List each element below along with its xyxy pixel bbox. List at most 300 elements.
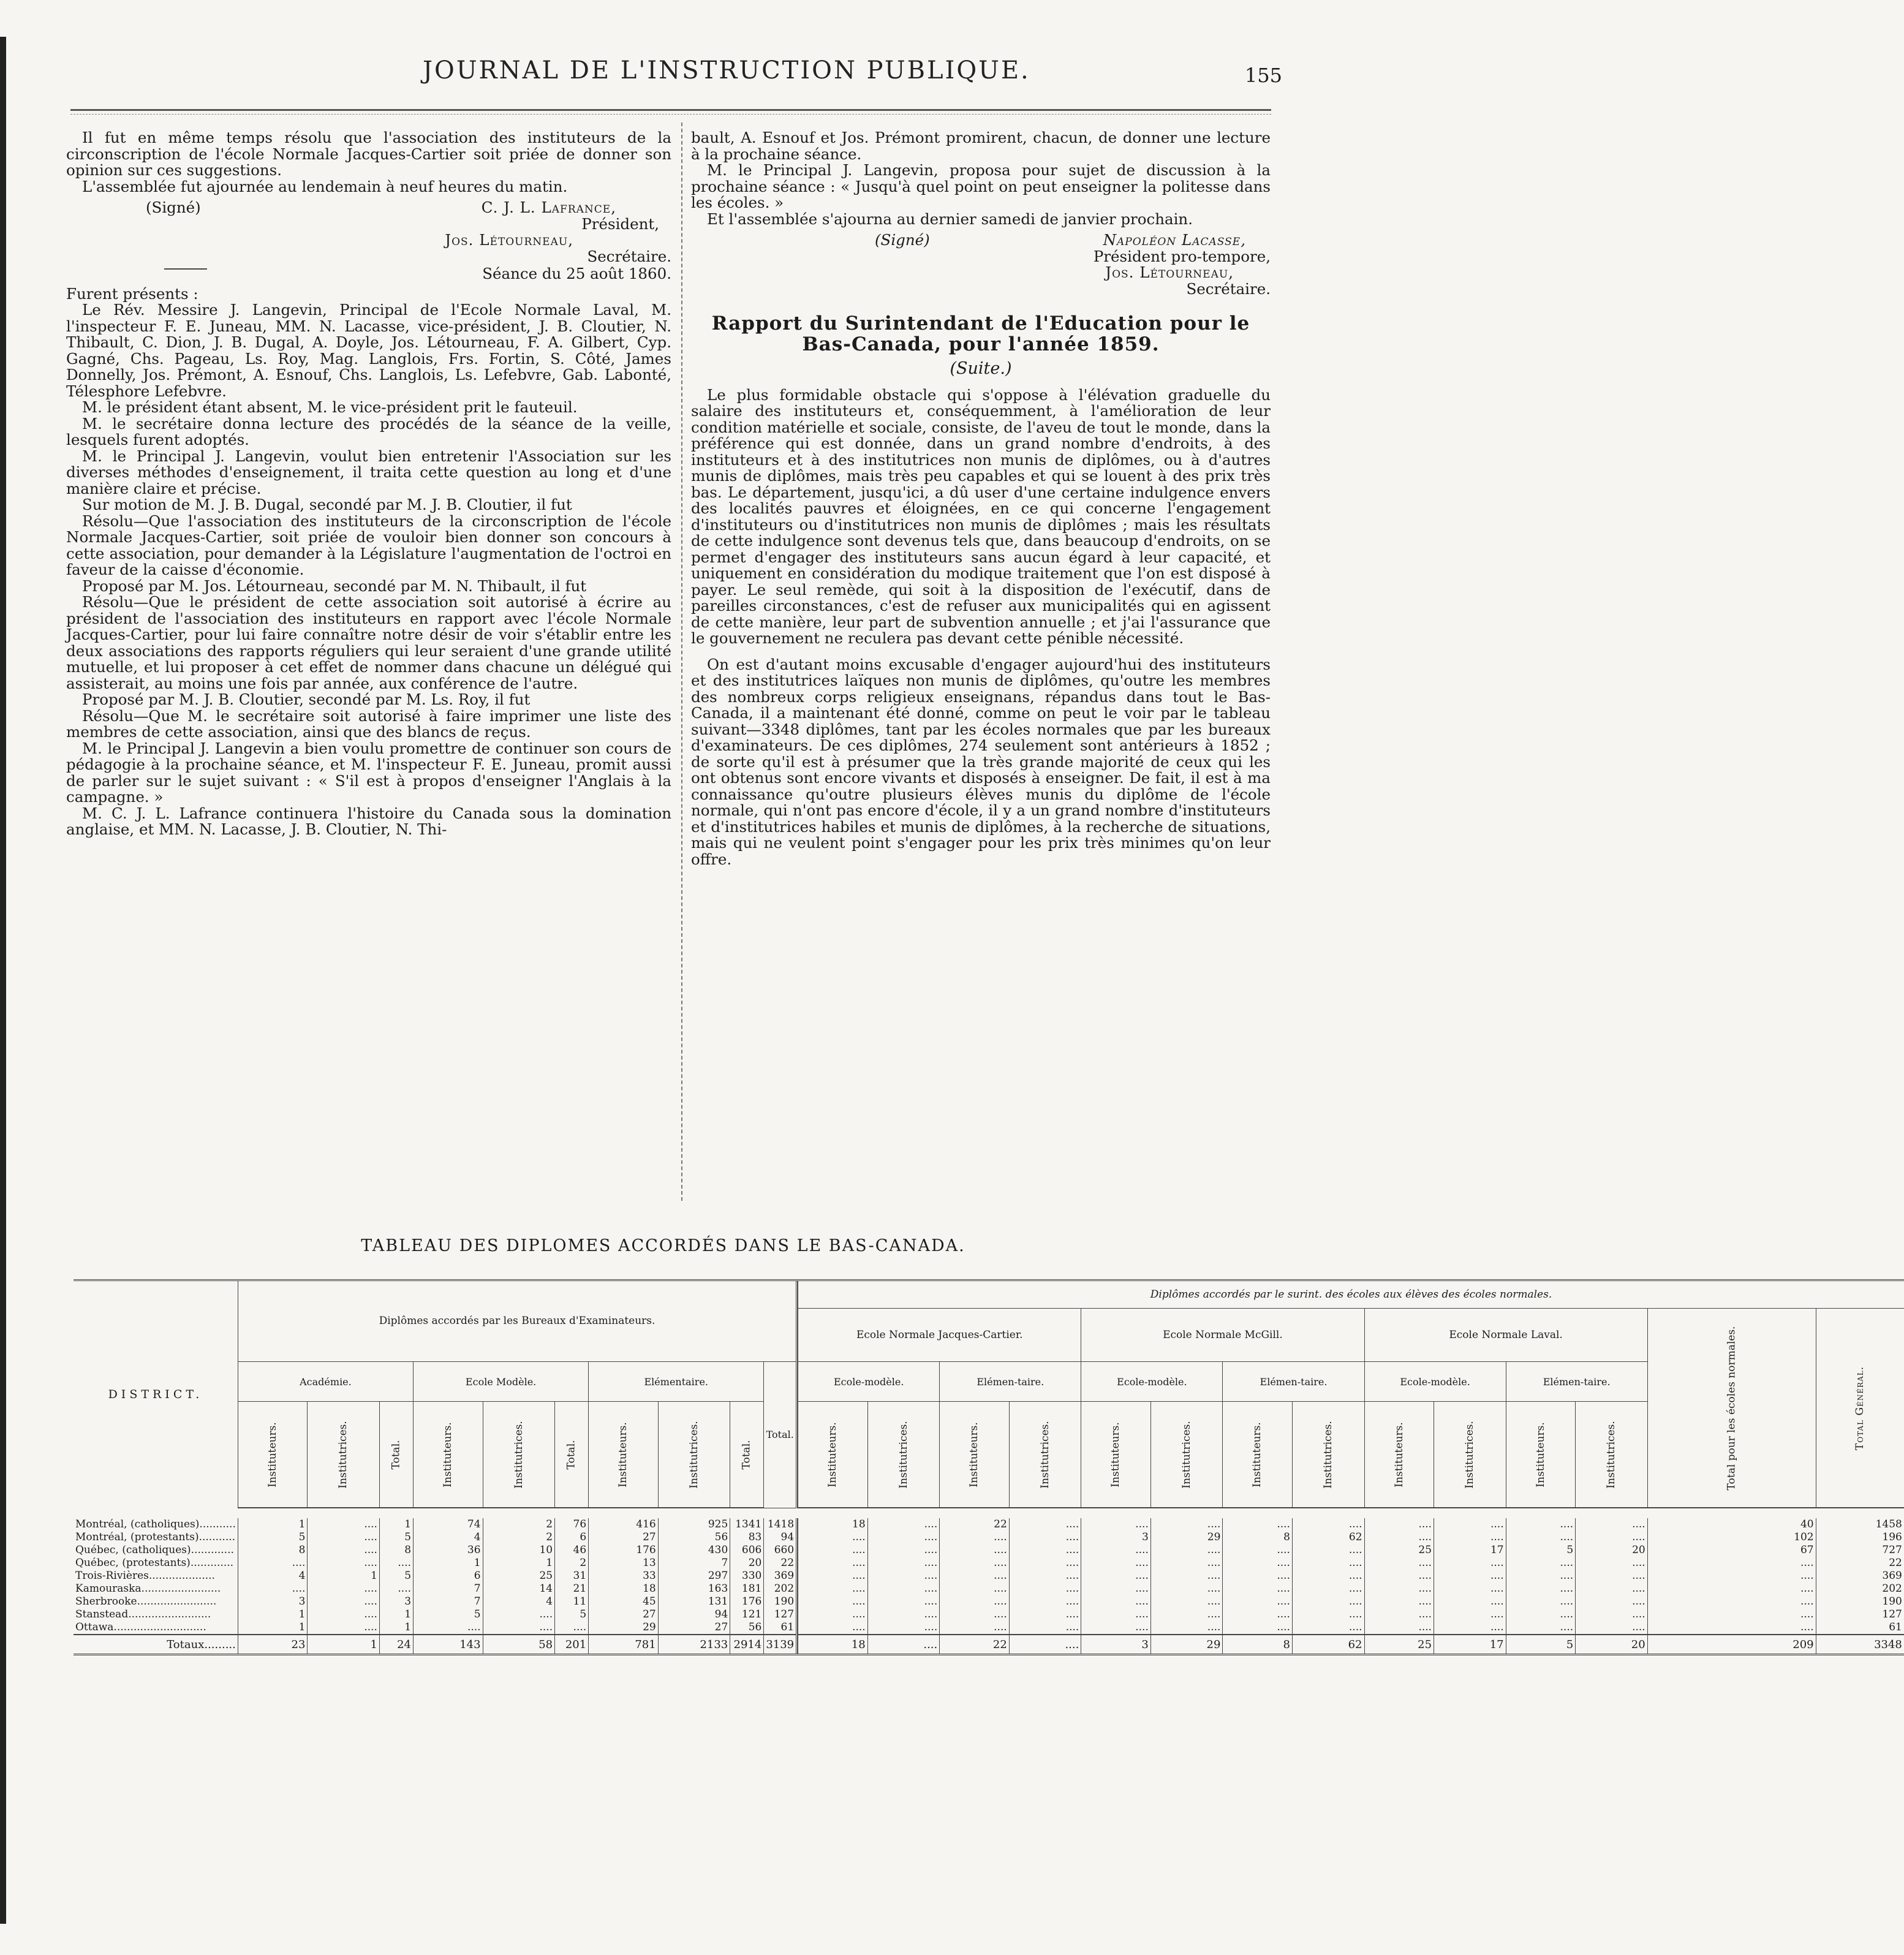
table-cell: 40	[1647, 1518, 1816, 1531]
table-cell: ....	[1223, 1608, 1293, 1621]
total-general-header: Total Général.	[1853, 1366, 1866, 1450]
totals-row	[74, 1635, 1904, 1655]
table-cell: 190	[1816, 1595, 1904, 1608]
table-cell: 3	[1081, 1635, 1151, 1655]
table-cell: 6	[555, 1531, 589, 1544]
table-cell: ....	[940, 1583, 1010, 1595]
table-cell: 2133	[658, 1635, 730, 1655]
table-cell: 1	[308, 1570, 380, 1583]
table-cell: ....	[1434, 1557, 1506, 1570]
elementaire-header: Elémentaire.	[589, 1362, 764, 1402]
table-cell: 4	[483, 1595, 555, 1608]
table-cell: ....	[940, 1570, 1010, 1583]
table-cell: ....	[867, 1544, 940, 1557]
table-cell: 29	[1150, 1531, 1223, 1544]
table-cell: ....	[1150, 1595, 1223, 1608]
table-cell: ....	[867, 1531, 940, 1544]
table-cell: ....	[414, 1621, 483, 1635]
table-cell: ....	[1647, 1583, 1816, 1595]
scan-edge-bar	[0, 37, 6, 1924]
table-cell: ....	[1434, 1531, 1506, 1544]
table-cell: ....	[1150, 1621, 1223, 1635]
table-cell: 1	[379, 1608, 413, 1621]
header-rule	[70, 109, 1271, 111]
table-row	[74, 1570, 1904, 1583]
table-cell: 36	[414, 1544, 483, 1557]
table-cell: ....	[308, 1557, 380, 1570]
table-cell: ....	[867, 1570, 940, 1583]
table-cell: ....	[1647, 1595, 1816, 1608]
table-cell: ....	[1434, 1608, 1506, 1621]
paragraph: Résolu—Que le président de cette association soit autorisé à écrire au président de l'association des instituteurs en rapport avec l'école Normale Jacques-Cartier, pour lui faire connaître notre désir de voir s'établir entre les deux associations des rapports réguliers qui leur seraient d'une grande utilité mutuelle, et lui proposer à cet effet de nommer dans chacune un délégué qui assisterait, au moins une fois par année, aux conférence de l'autre.	[66, 593, 671, 692]
table-cell: 33	[589, 1570, 659, 1583]
table-cell: 61	[764, 1621, 797, 1635]
table-cell: 209	[1647, 1635, 1816, 1655]
table-cell: 6	[414, 1570, 483, 1583]
table-cell: 369	[1816, 1570, 1904, 1583]
laval-elementaire-header: Elémen-taire.	[1506, 1362, 1647, 1402]
table-cell: 56	[730, 1621, 764, 1635]
table-cell: ....	[798, 1531, 868, 1544]
table-cell: 27	[658, 1621, 730, 1635]
subtotal-header: Total.	[555, 1402, 589, 1508]
subtotal-header: Total.	[379, 1402, 413, 1508]
paragraph: Sur motion de M. J. B. Dugal, secondé par M. J. B. Cloutier, il fut	[82, 496, 572, 513]
table-cell: 925	[658, 1518, 730, 1531]
table-cell: 27	[589, 1608, 659, 1621]
academie-header: Académie.	[238, 1362, 413, 1402]
table-cell: 25	[1364, 1635, 1434, 1655]
table-cell: ....	[1364, 1531, 1434, 1544]
table-cell: ....	[1223, 1557, 1293, 1570]
table-cell: 25	[1364, 1544, 1434, 1557]
district-name: Québec, (protestants).............	[75, 1557, 234, 1569]
table-cell: 46	[555, 1544, 589, 1557]
signature-role: Président pro-tempore,	[1093, 247, 1271, 265]
table-cell: ....	[1506, 1531, 1576, 1544]
table-cell: 76	[555, 1518, 589, 1531]
table-cell: 2	[483, 1531, 555, 1544]
table-cell: ....	[1223, 1518, 1293, 1531]
paragraph: Le Rév. Messire J. Langevin, Principal de l'Ecole Normale Laval, M. l'inspecteur F. E. Juneau, MM. N. Lacasse, vice-président, J. B. Cloutier, N. Thibault, C. Dion, J. B. Dugal, A. Doyle, Jos. Létourneau, F. A. Gilbert, Cyp. Gagné, Chs. Pageau, Ls. Roy, Mag. Langlois, Frs. Fortin, S. Côté, James Donnelly, Jos. Prémont, A. Esnouf, Chs. Langlois, Ls. Lefebvre, Gab. Labonté, Télesphore Lefebvre.	[66, 301, 671, 400]
table-cell: 74	[414, 1518, 483, 1531]
laval-modele-header: Ecole-modèle.	[1364, 1362, 1506, 1402]
table-cell: ....	[798, 1595, 868, 1608]
table-cell: 1	[238, 1518, 308, 1531]
table-cell: ....	[483, 1621, 555, 1635]
table-cell: 94	[658, 1608, 730, 1621]
table-cell: 29	[589, 1621, 659, 1635]
table-cell: 7	[414, 1595, 483, 1608]
table-cell: 102	[1647, 1531, 1816, 1544]
table-cell: ....	[1576, 1531, 1648, 1544]
table-cell: ....	[1150, 1583, 1223, 1595]
table-cell: ....	[1009, 1635, 1081, 1655]
table-cell: 4	[414, 1531, 483, 1544]
signature-label: (Signé)	[146, 199, 201, 216]
district-name: Totaux.........	[74, 1635, 238, 1655]
table-cell: ....	[798, 1621, 868, 1635]
table-cell: ....	[308, 1531, 380, 1544]
table-cell: ....	[308, 1518, 380, 1531]
table-cell: ....	[1292, 1557, 1364, 1570]
table-row	[74, 1583, 1904, 1595]
table-row	[74, 1608, 1904, 1621]
table-cell: ....	[1506, 1557, 1576, 1570]
bureaux-header: Diplômes accordés par les Bureaux d'Examinateurs.	[238, 1280, 796, 1362]
table-cell: 127	[1816, 1608, 1904, 1621]
table-cell: 8	[238, 1544, 308, 1557]
table-body	[74, 1508, 1904, 1655]
table-cell: 22	[940, 1518, 1010, 1531]
table-cell: 22	[764, 1557, 797, 1570]
table-cell: ....	[308, 1583, 380, 1595]
table-cell: 5	[238, 1531, 308, 1544]
table-cell: 727	[1816, 1544, 1904, 1557]
journal-title: JOURNAL DE L'INSTRUCTION PUBLIQUE.	[423, 56, 1030, 85]
table-cell: 1	[308, 1635, 380, 1655]
instituteurs-header: Instituteurs.	[238, 1402, 308, 1508]
table-cell: ....	[1576, 1621, 1648, 1635]
table-cell: ....	[379, 1557, 413, 1570]
table-cell: 143	[414, 1635, 483, 1655]
table-cell: 29	[1150, 1635, 1223, 1655]
table-cell: 660	[764, 1544, 797, 1557]
table-cell: 2914	[730, 1635, 764, 1655]
table-cell: 27	[589, 1531, 659, 1544]
table-cell: 25	[483, 1570, 555, 1583]
signature-name: C. J. L. Lafrance,	[481, 199, 616, 216]
table-cell: 21	[555, 1583, 589, 1595]
table-cell: ....	[798, 1544, 868, 1557]
table-cell: 3	[238, 1595, 308, 1608]
district-name: Québec, (catholiques).............	[75, 1544, 234, 1556]
instituteurs-header: Instituteurs.	[1223, 1402, 1293, 1508]
table-cell: ....	[1081, 1621, 1151, 1635]
table-cell: ....	[1364, 1570, 1434, 1583]
normale-jacques-cartier-header: Ecole Normale Jacques-Cartier.	[798, 1309, 1081, 1362]
table-cell: 1	[483, 1557, 555, 1570]
table-cell: 13	[589, 1557, 659, 1570]
table-cell: 11	[555, 1595, 589, 1608]
district-name: Trois-Rivières....................	[75, 1570, 215, 1582]
paragraph: M. le Principal J. Langevin, proposa pour sujet de discussion à la prochaine séance : « Jusqu'à quel point on peut enseigner la politesse dans les écoles. »	[691, 161, 1271, 211]
table-cell: ....	[1223, 1621, 1293, 1635]
table-cell: ....	[1081, 1544, 1151, 1557]
district-header: DISTRICT.	[74, 1280, 238, 1508]
institutrices-header: Institutrices.	[1434, 1402, 1506, 1508]
table-caption: TABLEAU DES DIPLOMES ACCORDÉS DANS LE BAS-CANADA.	[361, 1236, 965, 1255]
table-cell: ....	[867, 1595, 940, 1608]
table-cell: ....	[1150, 1570, 1223, 1583]
paragraph: Furent présents :	[66, 284, 198, 303]
table-cell: ....	[1292, 1595, 1364, 1608]
table-cell: ....	[867, 1635, 940, 1655]
table-cell: ....	[1364, 1583, 1434, 1595]
table-cell: ....	[1150, 1557, 1223, 1570]
paragraph: M. C. J. L. Lafrance continuera l'histoire du Canada sous la domination anglaise, et MM. N. Lacasse, J. B. Cloutier, N. Thi-	[66, 804, 671, 838]
instituteurs-header: Instituteurs.	[1081, 1402, 1151, 1508]
table-cell: 297	[658, 1570, 730, 1583]
table-cell: ....	[1576, 1518, 1648, 1531]
institutrices-header: Institutrices.	[1292, 1402, 1364, 1508]
table-cell: ....	[1081, 1583, 1151, 1595]
table-cell: 18	[798, 1518, 868, 1531]
table-cell: 18	[589, 1583, 659, 1595]
signature-role: Secrétaire.	[587, 247, 671, 265]
table-cell: ....	[867, 1608, 940, 1621]
table-cell: ....	[1434, 1518, 1506, 1531]
signature-name: Napoléon Lacasse,	[1103, 231, 1246, 249]
district-name: Montréal, (protestants)...........	[75, 1531, 236, 1543]
table-cell: 1341	[730, 1518, 764, 1531]
table-cell: 61	[1816, 1621, 1904, 1635]
table-cell: ....	[1009, 1583, 1081, 1595]
table-cell: 1458	[1816, 1518, 1904, 1531]
table-cell: 24	[379, 1635, 413, 1655]
normales-header: Diplômes accordés par le surint. des écoles aux élèves des écoles normales.	[798, 1280, 1904, 1309]
instituteurs-header: Instituteurs.	[1506, 1402, 1576, 1508]
paragraph: L'assemblée fut ajournée au lendemain à neuf heures du matin.	[82, 177, 568, 195]
table-cell: ....	[1434, 1583, 1506, 1595]
table-cell: 45	[589, 1595, 659, 1608]
table-row	[74, 1621, 1904, 1635]
table-row	[74, 1518, 1904, 1531]
table-cell: ....	[1647, 1570, 1816, 1583]
table-cell: ....	[1081, 1518, 1151, 1531]
table-cell: ....	[1506, 1621, 1576, 1635]
table-cell: ....	[1576, 1557, 1648, 1570]
table-cell: 18	[798, 1635, 868, 1655]
table-cell: ....	[308, 1621, 380, 1635]
table-cell: ....	[1576, 1570, 1648, 1583]
paragraph: M. le Principal J. Langevin, voulut bien entretenir l'Association sur les diverses méthodes d'enseignement, il traita cette question au long et d'une manière claire et précise.	[66, 447, 671, 497]
table-cell: 67	[1647, 1544, 1816, 1557]
signature-label: (Signé)	[875, 231, 930, 249]
table-cell: ....	[308, 1595, 380, 1608]
table-cell: ....	[1576, 1583, 1648, 1595]
table-cell: 58	[483, 1635, 555, 1655]
table-cell: ....	[1009, 1570, 1081, 1583]
table-cell: 181	[730, 1583, 764, 1595]
signature-name: Jos. Létourneau,	[1105, 263, 1234, 281]
table-cell: 31	[555, 1570, 589, 1583]
table-cell: ....	[867, 1518, 940, 1531]
bureaux-total-header: Total.	[764, 1362, 797, 1508]
table-cell: ....	[867, 1583, 940, 1595]
report-title: Rapport du Surintendant de l'Education pour le Bas-Canada, pour l'année 1859.	[711, 312, 1250, 355]
table-cell: 14	[483, 1583, 555, 1595]
table-cell: 430	[658, 1544, 730, 1557]
district-name: Sherbrooke........................	[75, 1595, 217, 1608]
table-cell: ....	[867, 1621, 940, 1635]
district-name: Montréal, (catholiques)...........	[75, 1518, 236, 1530]
table-cell: ....	[1223, 1583, 1293, 1595]
table-cell: 1	[379, 1518, 413, 1531]
table-cell: ....	[308, 1544, 380, 1557]
table-cell: ....	[1292, 1608, 1364, 1621]
table-cell: ....	[1292, 1544, 1364, 1557]
mcgill-modele-header: Ecole-modèle.	[1081, 1362, 1223, 1402]
signature-role: Secrétaire.	[1186, 279, 1271, 298]
table-cell: ....	[1647, 1621, 1816, 1635]
page-header	[0, 56, 1326, 93]
institutrices-header: Institutrices.	[1009, 1402, 1081, 1508]
table-cell: 201	[555, 1635, 589, 1655]
table-cell: 62	[1292, 1531, 1364, 1544]
table-row	[74, 1595, 1904, 1608]
paragraph: M. le président étant absent, M. le vice-président prit le fauteuil.	[82, 398, 578, 416]
jc-elementaire-header: Elémen-taire.	[940, 1362, 1081, 1402]
table-cell: ....	[798, 1570, 868, 1583]
table-cell: 83	[730, 1531, 764, 1544]
table-cell: ....	[940, 1531, 1010, 1544]
page-number: 155	[1244, 64, 1282, 87]
institutrices-header: Institutrices.	[658, 1402, 730, 1508]
table-cell: 1	[379, 1621, 413, 1635]
table-cell: ....	[1150, 1544, 1223, 1557]
table-cell: 5	[1506, 1544, 1576, 1557]
table-cell: ....	[1292, 1621, 1364, 1635]
table-cell: ....	[940, 1608, 1010, 1621]
paragraph: bault, A. Esnouf et Jos. Prémont promirent, chacun, de donner une lecture à la prochaine séance.	[691, 129, 1271, 163]
instituteurs-header: Instituteurs.	[1364, 1402, 1434, 1508]
table-cell: 176	[730, 1595, 764, 1608]
table-cell: ....	[1434, 1570, 1506, 1583]
table-cell: 1	[238, 1621, 308, 1635]
district-name: Ottawa............................	[75, 1621, 206, 1633]
table-cell: ....	[1364, 1518, 1434, 1531]
paragraph: M. le Principal J. Langevin a bien voulu promettre de continuer son cours de pédagogie à la prochaine séance, et M. l'inspecteur F. E. Juneau, promit aussi de parler sur le sujet suivant : « S'il est à propos d'enseigner l'Anglais à la campagne. »	[66, 739, 671, 806]
table-cell: ....	[379, 1583, 413, 1595]
table-cell: 369	[764, 1570, 797, 1583]
ecole-modele-header: Ecole Modèle.	[414, 1362, 589, 1402]
table-cell: 2	[555, 1557, 589, 1570]
table-cell: 20	[1576, 1635, 1648, 1655]
table-cell: ....	[238, 1557, 308, 1570]
table-cell: ....	[1081, 1570, 1151, 1583]
table-cell: 2	[483, 1518, 555, 1531]
table-cell: 781	[589, 1635, 659, 1655]
table-cell: ....	[1506, 1595, 1576, 1608]
column-subheaders	[74, 1402, 1904, 1508]
table-cell: ....	[1506, 1570, 1576, 1583]
suite-label: (Suite.)	[950, 359, 1012, 378]
diplomas-table	[74, 1279, 1902, 1655]
table-cell: 22	[1816, 1557, 1904, 1570]
table-cell: ....	[1009, 1608, 1081, 1621]
instituteurs-header: Instituteurs.	[940, 1402, 1010, 1508]
table-cell: 94	[764, 1531, 797, 1544]
institutrices-header: Institutrices.	[308, 1402, 380, 1508]
table-cell: ....	[1506, 1518, 1576, 1531]
table-cell: ....	[1364, 1595, 1434, 1608]
total-ecoles-normales-header: Total pour les écoles normales.	[1725, 1326, 1738, 1490]
subtotal-header: Total.	[730, 1402, 764, 1508]
table-cell: ....	[1434, 1621, 1506, 1635]
table-cell: ....	[867, 1557, 940, 1570]
normale-mcgill-header: Ecole Normale McGill.	[1081, 1309, 1364, 1362]
table-cell: ....	[1009, 1531, 1081, 1544]
table-cell: 121	[730, 1608, 764, 1621]
table-cell: ....	[1364, 1608, 1434, 1621]
table-cell: 8	[379, 1544, 413, 1557]
table-cell: 17	[1434, 1544, 1506, 1557]
table-cell: ....	[940, 1621, 1010, 1635]
table-cell: ....	[1364, 1621, 1434, 1635]
paragraph: On est d'autant moins excusable d'engager aujourd'hui des instituteurs et des institutrices laïques non munis de diplômes, qu'outre les membres des nombreux corps religieux enseignans, répandus dans tout le Bas-Canada, il a maintenant été donné, comme on peut le voir par le tableau suivant—3348 diplômes, tant par les écoles normales que par les bureaux d'examinateurs. De ces diplômes, 274 seulement sont antérieurs à 1852 ; de sorte qu'il est à présumer que la très grande majorité de ceux qui les ont obtenus sont encore vivants et disposés à enseigner. De fait, il est à ma connaissance qu'outre plusieurs élèves munis du diplôme de l'école normale, qui n'ont pas encore d'école, il y a un grand nombre d'instituteurs et d'institutrices habiles et munis de diplômes, à la recherche de situations, mais qui ne veulent point s'engager pour les prix très minimes qu'on leur offre.	[691, 655, 1271, 868]
table-cell: ....	[1576, 1595, 1648, 1608]
table-cell: 190	[764, 1595, 797, 1608]
table-cell: 127	[764, 1608, 797, 1621]
seance-heading: Séance du 25 août 1860.	[482, 265, 671, 282]
table-cell: ....	[1576, 1608, 1648, 1621]
table-cell: ....	[1150, 1608, 1223, 1621]
institutrices-header: Institutrices.	[1576, 1402, 1648, 1508]
district-name: Kamouraska........................	[75, 1583, 221, 1595]
table-cell: ....	[1364, 1557, 1434, 1570]
table-cell: ....	[1506, 1583, 1576, 1595]
table-cell: ....	[1223, 1544, 1293, 1557]
table-cell: 176	[589, 1544, 659, 1557]
signature-block	[66, 200, 671, 265]
header-rule-dotted	[70, 114, 1271, 115]
table-cell: 7	[658, 1557, 730, 1570]
table-cell: ....	[1292, 1570, 1364, 1583]
table-cell: ....	[555, 1621, 589, 1635]
table-cell: 1	[238, 1608, 308, 1621]
table-cell: 5	[414, 1608, 483, 1621]
table-cell: 5	[1506, 1635, 1576, 1655]
table-cell: ....	[1081, 1557, 1151, 1570]
jc-modele-header: Ecole-modèle.	[798, 1362, 940, 1402]
table-cell: 23	[238, 1635, 308, 1655]
institutrices-header: Institutrices.	[867, 1402, 940, 1508]
table-cell: ....	[1292, 1583, 1364, 1595]
table-cell: 62	[1292, 1635, 1364, 1655]
table-cell: ....	[1009, 1621, 1081, 1635]
instituteurs-header: Instituteurs.	[798, 1402, 868, 1508]
table-cell: ....	[1223, 1570, 1293, 1583]
table-cell: ....	[483, 1608, 555, 1621]
instituteurs-header: Instituteurs.	[589, 1402, 659, 1508]
table-cell: 131	[658, 1595, 730, 1608]
table-cell: ....	[1081, 1608, 1151, 1621]
signature-role: Président,	[581, 214, 659, 233]
table-cell: ....	[1009, 1557, 1081, 1570]
table-cell: 22	[940, 1635, 1010, 1655]
table-cell: 8	[1223, 1635, 1293, 1655]
mcgill-elementaire-header: Elémen-taire.	[1223, 1362, 1364, 1402]
table-cell: ....	[798, 1583, 868, 1595]
paragraph: Le plus formidable obstacle qui s'oppose à l'élévation graduelle du salaire des instituteurs et, conséquemment, à l'amélioration de leur condition matérielle et sociale, consiste, de l'aveu de tout le monde, dans la préférence qui est donnée, dans un grand nombre d'endroits, à des instituteurs et à des institutrices non munis de diplômes, ou à d'autres munis de diplômes, mais très peu capables et qui se louent à des prix très bas. Le département, jusqu'ici, a dû user d'une certaine indulgence envers des localités pauvres et éloignées, en ce qui concerne l'engagement d'instituteurs ou d'institutrices non munis de diplômes ; mais les résultats de cette indulgence sont devenus tels que, dans beaucoup d'endroits, on se permet d'engager des instituteurs sans aucun égard à leur capacité, et uniquement en considération du modique traitement que l'on est disposé à payer. Le seul remède, qui soit à la disposition de l'exécutif, dans de pareilles circonstances, c'est de refuser aux municipalités qui en agissent de cette manière, leur part de subvention annuelle ; et j'ai l'assurance que le gouvernement ne reculera pas devant cette pénible nécessité.	[691, 385, 1271, 647]
table-cell: 3348	[1816, 1635, 1904, 1655]
table-cell: 20	[730, 1557, 764, 1570]
table-cell: 5	[379, 1531, 413, 1544]
institutrices-header: Institutrices.	[1150, 1402, 1223, 1508]
table-cell: 7	[414, 1583, 483, 1595]
district-name: Stanstead.........................	[75, 1608, 211, 1620]
table-cell: 3139	[764, 1635, 797, 1655]
table-cell: ....	[1223, 1595, 1293, 1608]
table-cell: 4	[238, 1570, 308, 1583]
right-column	[691, 130, 1271, 868]
table-row	[74, 1531, 1904, 1544]
normale-laval-header: Ecole Normale Laval.	[1364, 1309, 1647, 1362]
left-column	[66, 130, 671, 838]
paragraph: Et l'assemblée s'ajourna au dernier samedi de janvier prochain.	[707, 210, 1193, 228]
table-cell: 1	[414, 1557, 483, 1570]
